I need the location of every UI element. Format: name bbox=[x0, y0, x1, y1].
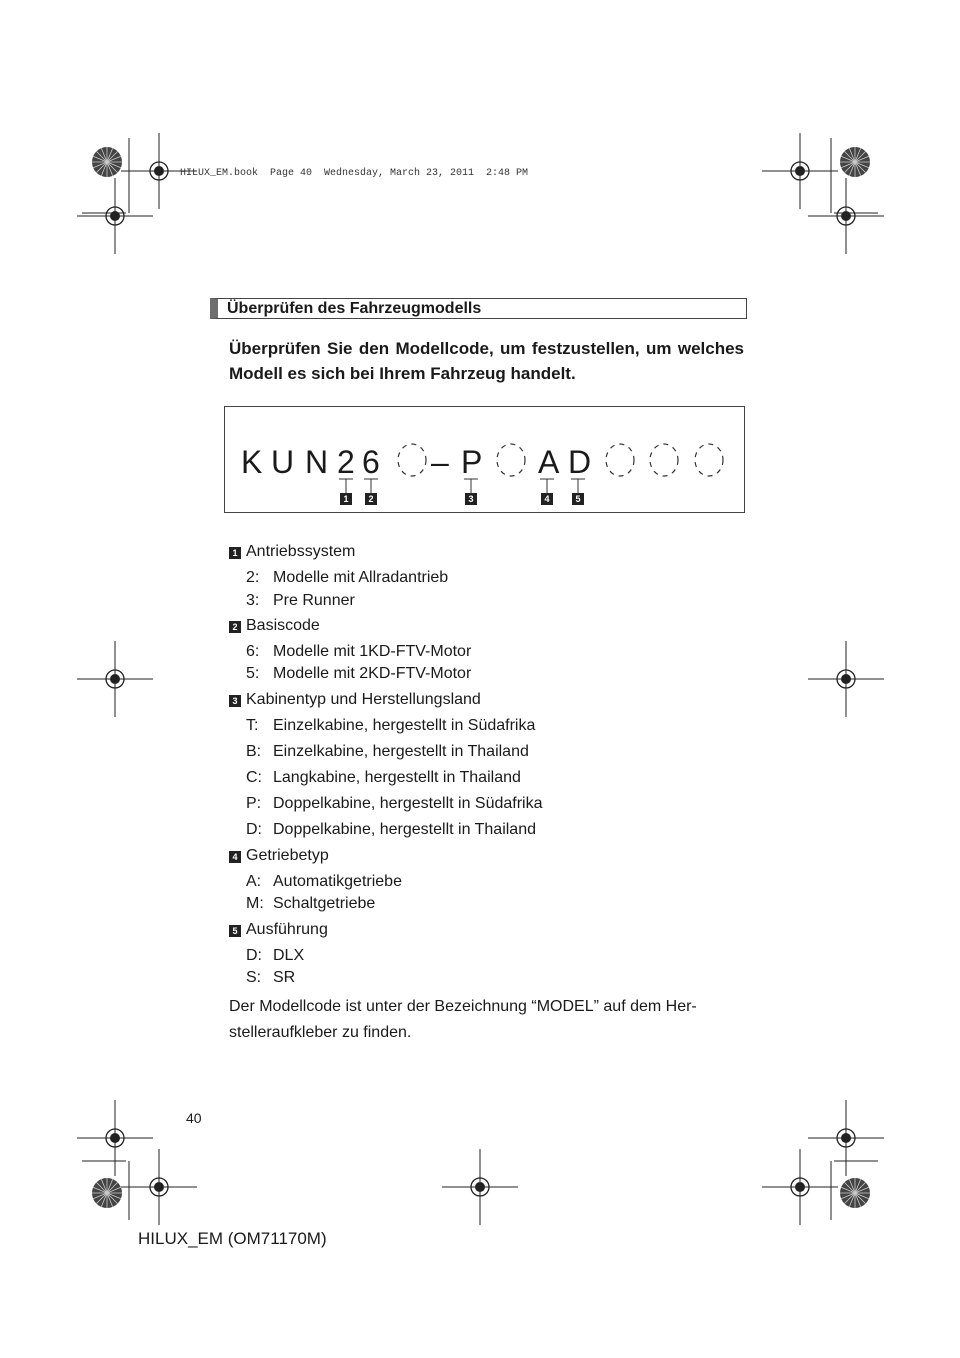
code-char-6: 6 bbox=[362, 444, 380, 480]
code-char-dash: – bbox=[431, 444, 449, 480]
legend-3-key: B: bbox=[246, 743, 262, 760]
code-char-u: U bbox=[271, 444, 295, 480]
legend-2-value: Modelle mit 1KD-FTV-Motor bbox=[273, 643, 472, 660]
legend-2-key: 6: bbox=[246, 643, 260, 660]
legend-1-key: 2: bbox=[246, 569, 260, 586]
legend-4-key: M: bbox=[246, 895, 264, 912]
placeholder-slot bbox=[398, 444, 426, 476]
legend-3-title: Kabinentyp und Herstellungsland bbox=[246, 691, 481, 708]
legend-3-key: P: bbox=[246, 795, 262, 812]
legend-3-badge: 3 bbox=[229, 695, 241, 707]
legend-2-badge: 2 bbox=[229, 621, 241, 633]
crop-mark-bottom-left-icon bbox=[77, 1100, 197, 1225]
legend-4-value: Automatikgetriebe bbox=[273, 873, 402, 890]
code-char-k: K bbox=[241, 444, 263, 480]
model-code-diagram bbox=[224, 406, 745, 513]
legend-4-badge: 4 bbox=[229, 851, 241, 863]
legend-5-value: DLX bbox=[273, 947, 305, 964]
callout-2: 2 bbox=[368, 494, 374, 504]
code-char-2: 2 bbox=[337, 444, 355, 480]
footer-paragraph: Der Modellcode ist unter der Bezeichnung “MODEL” auf dem Her- stelleraufkleber zu finden. bbox=[229, 998, 697, 1041]
print-header-note: HILUX_EM.book Page 40 Wednesday, March 23, 2011 2:48 PM bbox=[180, 168, 529, 179]
legend-3-key: D: bbox=[246, 821, 262, 838]
legend-1-title: Antriebssystem bbox=[246, 543, 356, 560]
crop-mark-bottom-right-icon bbox=[762, 1100, 884, 1225]
section-header bbox=[210, 298, 747, 319]
legend-4-key: A: bbox=[246, 873, 262, 890]
callout-4: 4 bbox=[544, 494, 550, 504]
crop-mark-top-left-icon bbox=[77, 133, 197, 254]
crop-mark-bottom-center-icon bbox=[442, 1149, 518, 1225]
legend-4-value: Schaltgetriebe bbox=[273, 895, 376, 912]
callout-5: 5 bbox=[575, 494, 581, 504]
legend-3-value: Doppelkabine, hergestellt in Südafrika bbox=[273, 795, 543, 812]
placeholder-slot bbox=[606, 444, 634, 476]
legend-1-value: Modelle mit Allradantrieb bbox=[273, 569, 449, 586]
placeholder-slot bbox=[497, 444, 525, 476]
callout-1: 1 bbox=[343, 494, 349, 504]
legend-1-key: 3: bbox=[246, 592, 260, 609]
legend-3-value: Doppelkabine, hergestellt in Thailand bbox=[273, 821, 536, 838]
placeholder-slot bbox=[650, 444, 678, 476]
legend-5-badge: 5 bbox=[229, 925, 241, 937]
legend-5-key: D: bbox=[246, 947, 262, 964]
placeholder-slot bbox=[695, 444, 723, 476]
legend-2-title: Basiscode bbox=[246, 617, 320, 634]
callout-3: 3 bbox=[468, 494, 474, 504]
legend-3-key: T: bbox=[246, 717, 259, 734]
crop-mark-mid-left-icon bbox=[77, 641, 153, 717]
intro-paragraph: Überprüfen Sie den Modellcode, um festzustellen, um welches Modell es sich bei Ihrem Fahrzeug handelt. bbox=[229, 339, 744, 383]
legend-3-value: Einzelkabine, hergestellt in Thailand bbox=[273, 743, 529, 760]
legend-3-value: Einzelkabine, hergestellt in Südafrika bbox=[273, 717, 536, 734]
legend-3-value: Langkabine, hergestellt in Thailand bbox=[273, 769, 521, 786]
page-number: 40 bbox=[186, 1110, 202, 1126]
legend-1-badge: 1 bbox=[229, 547, 241, 559]
legend-1-value: Pre Runner bbox=[273, 592, 355, 609]
legend-2-value: Modelle mit 2KD-FTV-Motor bbox=[273, 665, 472, 682]
legend-4-title: Getriebetyp bbox=[246, 847, 329, 864]
section-title: Überprüfen des Fahrzeugmodells bbox=[227, 300, 482, 317]
code-char-p: P bbox=[461, 444, 483, 480]
model-code-svg bbox=[225, 407, 744, 512]
legend-5-key: S: bbox=[246, 969, 262, 986]
legend-3-key: C: bbox=[246, 769, 262, 786]
code-char-n: N bbox=[305, 444, 329, 480]
crop-mark-mid-right-icon bbox=[808, 641, 884, 717]
legend-5-value: SR bbox=[273, 969, 296, 986]
legend-2-key: 5: bbox=[246, 665, 260, 682]
document-id: HILUX_EM (OM71170M) bbox=[138, 1229, 327, 1248]
legend-5-title: Ausführung bbox=[246, 921, 328, 938]
code-char-d: D bbox=[568, 444, 592, 480]
code-char-a: A bbox=[538, 444, 560, 480]
crop-mark-top-right-icon bbox=[762, 133, 884, 254]
